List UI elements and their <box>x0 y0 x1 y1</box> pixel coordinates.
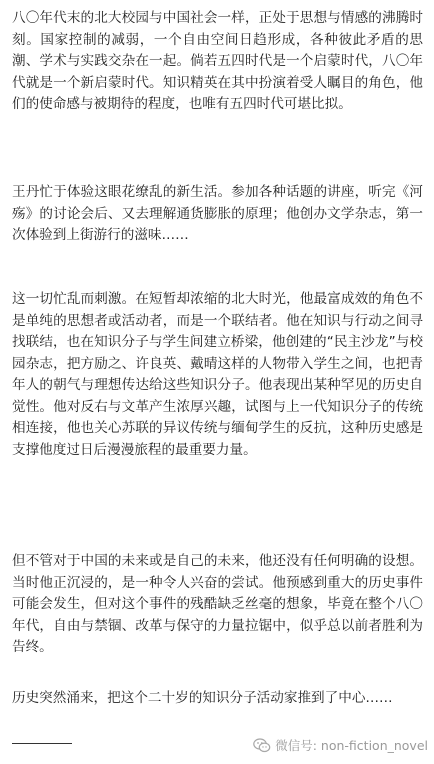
watermark-text: 微信号: non-fiction_novel <box>275 738 428 753</box>
paragraph: 王丹忙于体验这眼花缭乱的新生活。参加各种话题的讲座，听完《河殇》的讨论会后、又去理解通货膨胀的原理；他创办文学杂志，第一次体验到上街游行的滋味…… <box>12 184 423 243</box>
footnote-divider <box>12 743 72 744</box>
wechat-icon <box>253 738 271 753</box>
paragraph: 但不管对于中国的未来或是自己的未来，他还没有任何明确的设想。当时他正沉浸的，是一种令人兴奋的尝试。他预感到重大的历史事件可能会发生，但对这个事件的残酷缺乏丝毫的想象，毕竟在整个八〇年代，自由与禁锢、改革与保守的力量拉锯中，似乎总以前者胜利为告终。 <box>12 553 423 655</box>
wechat-watermark <box>253 736 428 754</box>
paragraph: 这一切忙乱而刺激。在短暂却浓缩的北大时光，他最富成效的角色不是单纯的思想者或活动者，而是一个联结者。他在知识与行动之间寻找联结，也在知识分子与学生间建立桥梁，他创建的“民主沙龙”与校园杂志，把方励之、许良英、戴晴这样的人物带入学生之间，也把青年人的朝气与理想传达给这些知识分子。他表现出某种罕见的历史自觉性。他对反右与文革产生浓厚兴趣，试图与上一代知识分子的传统相连接，他也关心苏联的异议传统与缅甸学生的反抗，这种历史感是支撑他度过日后漫漫旅程的最重要力量。 <box>12 291 423 458</box>
paragraph: 历史突然涌来，把这个二十岁的知识分子活动家推到了中心…… <box>12 690 393 706</box>
paragraph: 八〇年代末的北大校园与中国社会一样，正处于思想与情感的沸腾时刻。国家控制的减弱，一个自由空间日趋形成，各种彼此矛盾的思潮、学术与实践交杂在一起。倘若五四时代是一个启蒙时代，八〇年代就是一个新启蒙时代。知识精英在其中扮演着受人瞩目的角色，他们的使命感与被期待的程度，也唯有五四时代可堪比拟。 <box>12 10 423 112</box>
